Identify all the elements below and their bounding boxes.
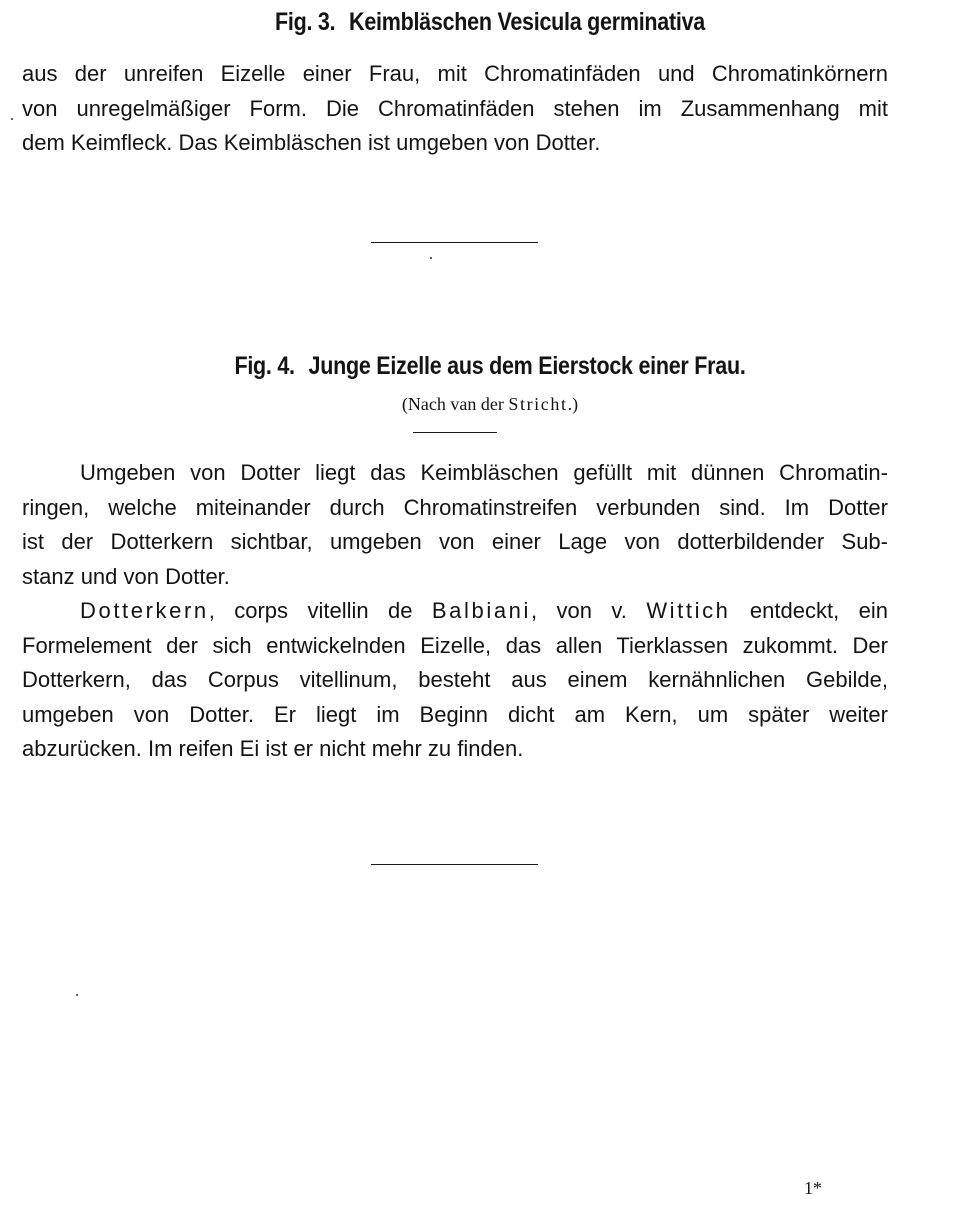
term-dotterkern: Dotterkern [80,598,209,623]
section-divider-2 [371,864,538,865]
fig3-title: Keimbläschen Vesicula germinativa [349,8,706,36]
fig4-heading [69,352,912,381]
fig4-title: Junge Eizelle aus dem Eierstock einer Frau. [308,352,746,380]
source-rule [413,432,497,433]
fig4-source-prefix: (Nach van der [401,394,509,414]
fig3-line-2: von unregelmäßiger Form. Die Chromatinfäden stehen im Zusammenhang mit [22,95,888,121]
section-divider-1 [371,242,538,243]
p2-text-c: entdeckt, ein [730,598,888,623]
fig4-source-suffix: .) [567,394,579,414]
page-number: 1* [804,1178,822,1198]
fig4-p2-line-1 [22,594,888,629]
fig3-label: Fig. 3. [274,8,336,36]
fig4-p2-line-5: abzurücken. Im reifen Ei ist er nicht mehr zu finden. [22,736,524,761]
fig4-p2-line-3: Dotterkern, das Corpus vitellinum, besteht aus einem kernähnlichen Gebilde, [22,667,888,692]
fig4-paragraph-2 [22,594,888,767]
fig3-heading [69,8,912,37]
print-speck [430,257,432,259]
fig4-paragraph-1 [22,456,888,594]
fig4-p2-line-2: Formelement der sich entwickelnden Eizelle, das allen Tierklassen zukommt. Der [22,632,888,658]
print-speck [76,994,78,996]
fig4-p1-line-1: Umgeben von Dotter liegt das Keimbläschen gefüllt mit dünnen Chromatin- [80,460,888,485]
fig3-line-3: dem Keimfleck. Das Keimbläschen ist umgeben von Dotter. [22,130,601,155]
name-wittich: Wittich [646,598,731,623]
fig4-p1-line-3: ist der Dotterkern sichtbar, umgeben von einer Lage von dotterbildender Sub- [22,529,888,554]
fig3-paragraph [22,57,888,161]
print-speck [11,118,13,120]
p2-text-b: , von v. [531,598,647,623]
fig4-p2-line-4: umgeben von Dotter. Er liegt im Beginn dicht am Kern, um später weiter [22,701,888,727]
name-balbiani: Balbiani [431,598,531,623]
fig4-p1-line-4: stanz und von Dotter. [22,563,230,589]
fig3-line-1: aus der unreifen Eizelle einer Frau, mit Chromatinfäden und Chromatinkörnern [22,61,888,86]
fig4-source [0,394,980,415]
fig4-p1-line-2: ringen, welche miteinander durch Chromatinstreifen verbunden sind. Im Dotter [22,494,888,520]
fig4-source-name: Stricht [508,394,568,414]
fig4-label: Fig. 4. [234,352,295,380]
p2-text-a: , corps vitellin de [208,598,432,623]
